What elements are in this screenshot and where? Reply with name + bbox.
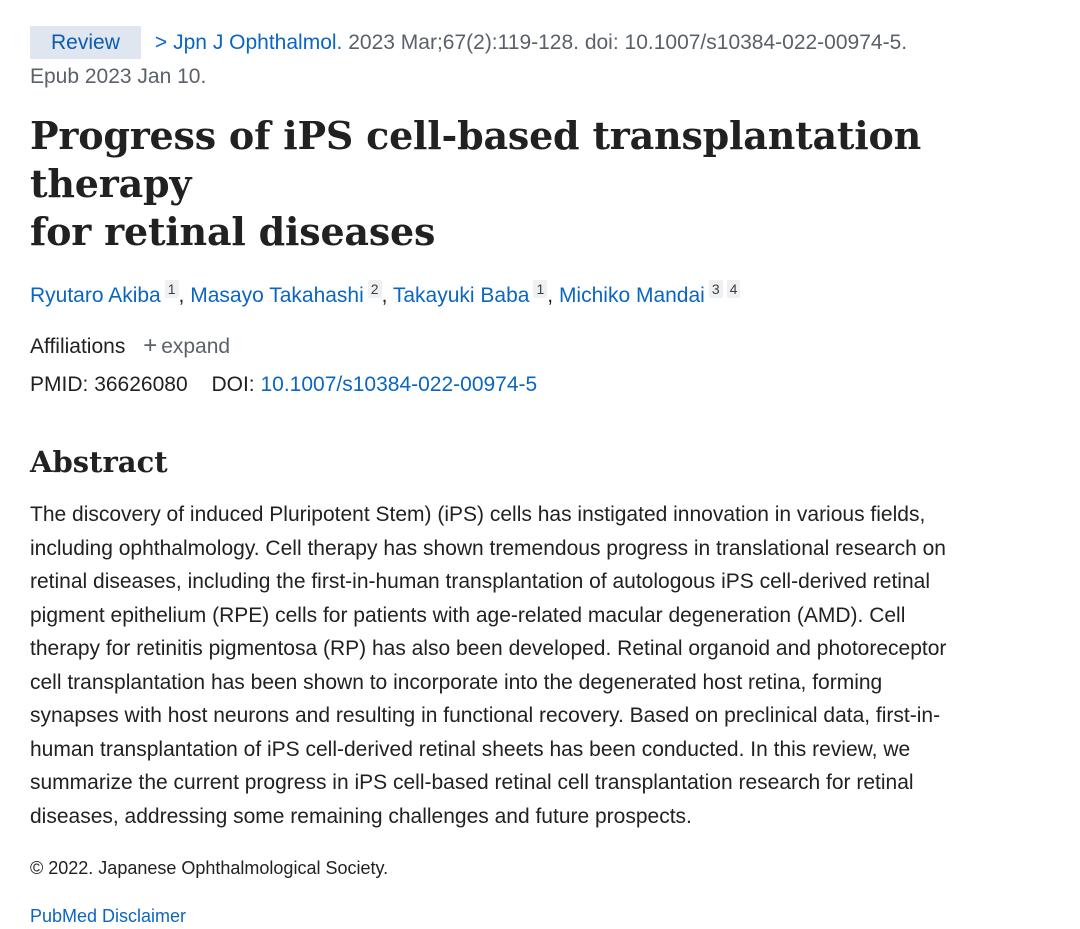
copyright-notice: © 2022. Japanese Ophthalmological Society. [30, 858, 389, 878]
article-title [30, 112, 1050, 256]
author-link[interactable]: Takayuki Baba [392, 284, 530, 307]
affiliations-expand-button[interactable] [143, 332, 231, 359]
journal-name: Jpn J Ophthalmol. [173, 31, 343, 54]
doi-link[interactable]: 10.1007/s10384-022-00974-5 [260, 373, 538, 396]
pubmed-disclaimer-link[interactable]: PubMed Disclaimer [30, 906, 187, 926]
abstract-text [30, 498, 1050, 833]
affiliation-ref[interactable]: 2 [368, 280, 382, 298]
epub-date: Epub 2023 Jan 10. [30, 65, 207, 88]
abstract-line: pigment epithelium (RPE) cells for patients with age-related macular degeneration (AMD). Cell [30, 603, 906, 627]
doi-label: DOI: [211, 373, 255, 396]
review-badge: Review [30, 26, 141, 59]
abstract-line: cell transplantation has been shown to incorporate into the degenerated host retina, forming [30, 670, 883, 694]
disclaimer-row [30, 903, 1050, 929]
author-link[interactable]: Masayo Takahashi [190, 284, 364, 307]
expand-label: expand [161, 335, 231, 358]
abstract-line: including ophthalmology. Cell therapy has shown tremendous progress in translational research on [30, 536, 946, 560]
title-line-2: for retinal diseases [30, 209, 436, 254]
chevron-right-icon: > [154, 31, 168, 54]
abstract-heading: Abstract [30, 445, 168, 479]
citation-line [30, 24, 1050, 62]
abstract-line: synapses with host neurons and resulting in functional recovery. Based on preclinical data, first-in- [30, 704, 941, 727]
pmid-value: 36626080 [94, 373, 188, 396]
abstract-line: diseases, addressing some remaining challenges and future prospects. [30, 804, 692, 828]
affiliations-row [30, 331, 1050, 362]
affiliation-ref[interactable]: 1 [165, 280, 179, 298]
identifiers-row [30, 370, 1050, 400]
abstract-line: The discovery of induced Pluripotent Stem) (iPS) cells has instigated innovation in various fields, [30, 503, 926, 526]
affiliations-label: Affiliations [30, 335, 126, 358]
affiliation-ref[interactable]: 3 [709, 280, 723, 298]
affiliation-ref[interactable]: 4 [727, 280, 741, 298]
author-list: Ryutaro Akiba 1 , Masayo Takahashi 2 , Takayuki Baba 1 , Michiko Mandai 3 4 [30, 280, 1050, 311]
abstract-line: retinal diseases, including the first-in-human transplantation of autologous iPS cell-derived retinal [30, 570, 930, 593]
journal-link[interactable] [155, 31, 343, 54]
plus-icon: + [143, 332, 158, 359]
abstract-line: human transplantation of iPS cell-derived retinal sheets has been conducted. In this review, we [30, 737, 911, 761]
author-link[interactable]: Michiko Mandai [558, 284, 705, 307]
abstract-line: therapy for retinitis pigmentosa (RP) has also been developed. Retinal organoid and photoreceptor [30, 637, 947, 660]
title-line-1: Progress of iPS cell-based transplantation therapy [30, 113, 922, 206]
affiliation-ref[interactable]: 1 [533, 280, 547, 298]
citation-details: 2023 Mar;67(2):119-128. doi: 10.1007/s10384-022-00974-5. [348, 31, 908, 54]
pmid-label: PMID: [30, 373, 89, 396]
abstract-line: summarize the current progress in iPS cell-based retinal cell transplantation research for retinal [30, 771, 914, 794]
author-link[interactable]: Ryutaro Akiba [30, 284, 161, 307]
